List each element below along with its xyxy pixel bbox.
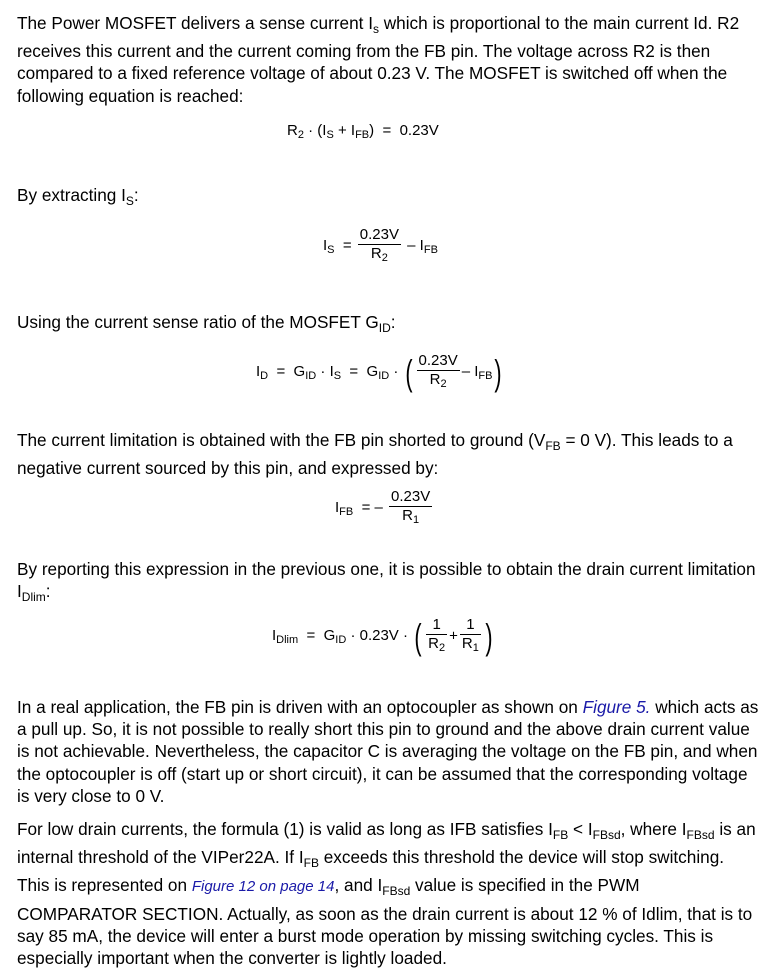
right-paren: ) [494, 351, 503, 393]
right-paren: ) [485, 615, 493, 657]
p7-text-a: For low drain currents, the formula (1) is valid as long as IFB satisfies $I_{FB} < I_{FBsd}$, where $I_{FBsd}$ is an internal threshold of the VIPer22A. If $I_{FB}$ exceeds this threshold the device will stop switching. This is represented on [17, 819, 756, 896]
paragraph-current-sense: Using the current sense ratio of the MOSFET $G_{ID}$: [17, 312, 396, 335]
eq3-lhs: $I_D = G_{ID} \cdot I_S = G_{ID}$ · [256, 363, 403, 383]
equation-3 [256, 352, 504, 393]
paragraph-reporting: By reporting this expression in the previous one, it is possible to obtain the drain current limitation $I_{Dlim}$: [17, 559, 756, 605]
equation-5 [272, 616, 495, 657]
eq3-numerator: 0.23V [418, 352, 458, 369]
eq5-numerator-2: 1 [460, 616, 481, 635]
eq5-fraction-2 [460, 616, 481, 657]
p6-text-a: In a real application, the FB pin is driven with an optocoupler as shown on [17, 697, 583, 717]
eq2-numerator: 0.23V [359, 226, 399, 243]
eq3-rhs: – $I_{FB}$ [461, 363, 493, 383]
eq4-denominator: $R_1$ [402, 507, 420, 526]
eq4-fraction [389, 488, 432, 529]
eq2-fraction [358, 226, 401, 267]
eq5-denominator-1: $R_2$ [428, 635, 446, 654]
eq2-denominator: $R_2$ [370, 245, 388, 264]
equation-4 [335, 488, 434, 529]
eq3-fraction [417, 352, 460, 393]
left-paren: ( [404, 351, 413, 393]
paragraph-intro: The Power MOSFET delivers a sense current $I_s$ which is proportional to the main current Id. R2 receives this current and the current coming from the FB pin. The voltage across R2 is then compared to a fixed reference voltage of about 0.23 V. The MOSFET is switched off when the following equation is reached: [17, 13, 740, 106]
paragraph-current-limitation: The current limitation is obtained with the FB pin shorted to ground ($V_{FB} = 0$ V). This leads to a negative current sourced by this pin, and expressed by: [17, 430, 733, 479]
eq5-fraction-1 [426, 616, 447, 657]
eq2-lhs: $I_S$ = [323, 237, 356, 257]
paragraph-real-application [17, 696, 759, 807]
figure-5-link[interactable]: Figure 5. [582, 697, 651, 717]
eq5-denominator-2: $R_1$ [461, 635, 479, 654]
eq5-numerator-1: 1 [426, 616, 447, 635]
eq4-numerator: 0.23V [391, 488, 431, 505]
paragraph-extracting: By extracting $I_S$: [17, 185, 139, 208]
eq2-rhs: – $I_{FB}$ [407, 237, 438, 257]
eq3-denominator: $R_2$ [429, 371, 447, 390]
figure-12-link[interactable]: Figure 12 on page 14 [191, 878, 335, 896]
eq5-plus: + [449, 627, 458, 645]
eq5-lhs: $I_{Dlim} = G_{ID} \cdot 0.23V$ · [272, 627, 413, 647]
equation-1: $R_2 \cdot (I_S + I_{FB}) = 0.23V$ [287, 122, 439, 141]
equation-2 [323, 226, 438, 267]
p7-text-b: , and $I_{FBsd}$ value is specified in the PWM COMPARATOR SECTION. Actually, as soon as the drain current is about 12 % of Idlim, that is to say 85 mA, the device will enter a burst mode operation by missing switching cycles. This is especially important when the converter is lightly loaded. [17, 875, 753, 969]
left-paren: ( [414, 615, 422, 657]
p6-text-b: which acts as a pull up. So, it is not possible to really short this pin to ground and the above drain current value is not achievable. Nevertheless, the capacitor C is averaging the voltage on the FB pin, and when the optocoupler is off (start up or short circuit), it can be assumed that the corresponding voltage is very close to 0 V. [17, 697, 759, 806]
paragraph-low-drain [17, 818, 759, 969]
eq4-lhs: $I_{FB}$ = – [335, 499, 383, 519]
